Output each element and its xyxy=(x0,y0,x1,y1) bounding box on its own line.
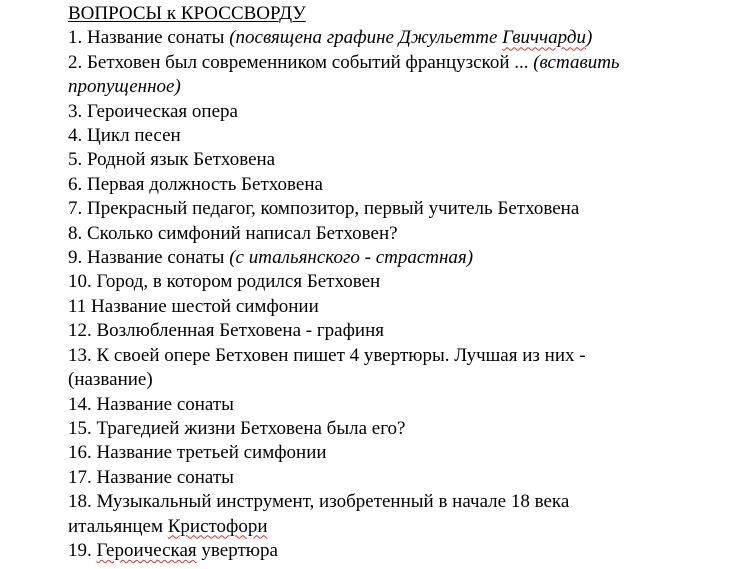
question-8: 8. Сколько симфоний написал Бетховен? xyxy=(68,222,398,244)
spellcheck-word-gvicchardi: Гвиччарди xyxy=(502,27,586,49)
question-9-text: 9. Название сонаты xyxy=(68,247,230,269)
question-13 xyxy=(68,344,718,393)
question-1 xyxy=(68,26,718,50)
question-3: 3. Героическая опера xyxy=(68,100,238,122)
question-18 xyxy=(68,490,718,539)
question-9-note: (с итальянского - страстная) xyxy=(229,247,474,269)
question-19: 19. Героическая увертюра xyxy=(68,539,278,561)
question-18-line-2: итальянцем Кристофори xyxy=(68,515,268,537)
question-18-line-1: 18. Музыкальный инструмент, изобретенный в начале 18 века xyxy=(68,491,570,513)
question-13-line-1: 13. К своей опере Бетховен пишет 4 увертюры. Лучшая из них - xyxy=(68,344,586,366)
question-12: 12. Возлюбленная Бетховена - графиня xyxy=(68,320,384,342)
question-2 xyxy=(68,51,718,100)
spellcheck-word-geroicheskaya: Героическая xyxy=(96,539,197,561)
question-15: 15. Трагедией жизни Бетховена была его? xyxy=(68,417,406,439)
question-2-line-1 xyxy=(68,52,620,73)
question-1-note: (посвящена графине Джульетте Гвиччарди) xyxy=(229,27,593,49)
question-2-note-part-2: пропущенное) xyxy=(68,76,181,98)
question-14: 14. Название сонаты xyxy=(68,393,234,415)
question-1-text: 1. Название сонаты xyxy=(68,27,230,49)
document-page xyxy=(68,2,718,563)
question-5: 5. Родной язык Бетховена xyxy=(68,149,276,171)
question-11: 11 Название шестой симфонии xyxy=(68,295,319,317)
question-16: 16. Название третьей симфонии xyxy=(68,442,327,464)
question-17: 17. Название сонаты xyxy=(68,466,234,488)
question-9 xyxy=(68,246,718,270)
question-10: 10. Город, в котором родился Бетховен xyxy=(68,271,381,293)
document-title: ВОПРОСЫ к КРОССВОРДУ xyxy=(68,3,306,24)
question-6: 6. Первая должность Бетховена xyxy=(68,173,323,195)
question-7: 7. Прекрасный педагог, композитор, первый учитель Бетховена xyxy=(68,198,580,220)
question-13-line-2: (название) xyxy=(68,369,153,391)
spellcheck-word-kristofori: Кристофори xyxy=(167,515,268,537)
question-2-text: 2. Бетховен был современником событий французской ... xyxy=(68,51,534,73)
question-2-note-part-1: (вставить xyxy=(533,51,620,73)
question-4: 4. Цикл песен xyxy=(68,125,181,147)
